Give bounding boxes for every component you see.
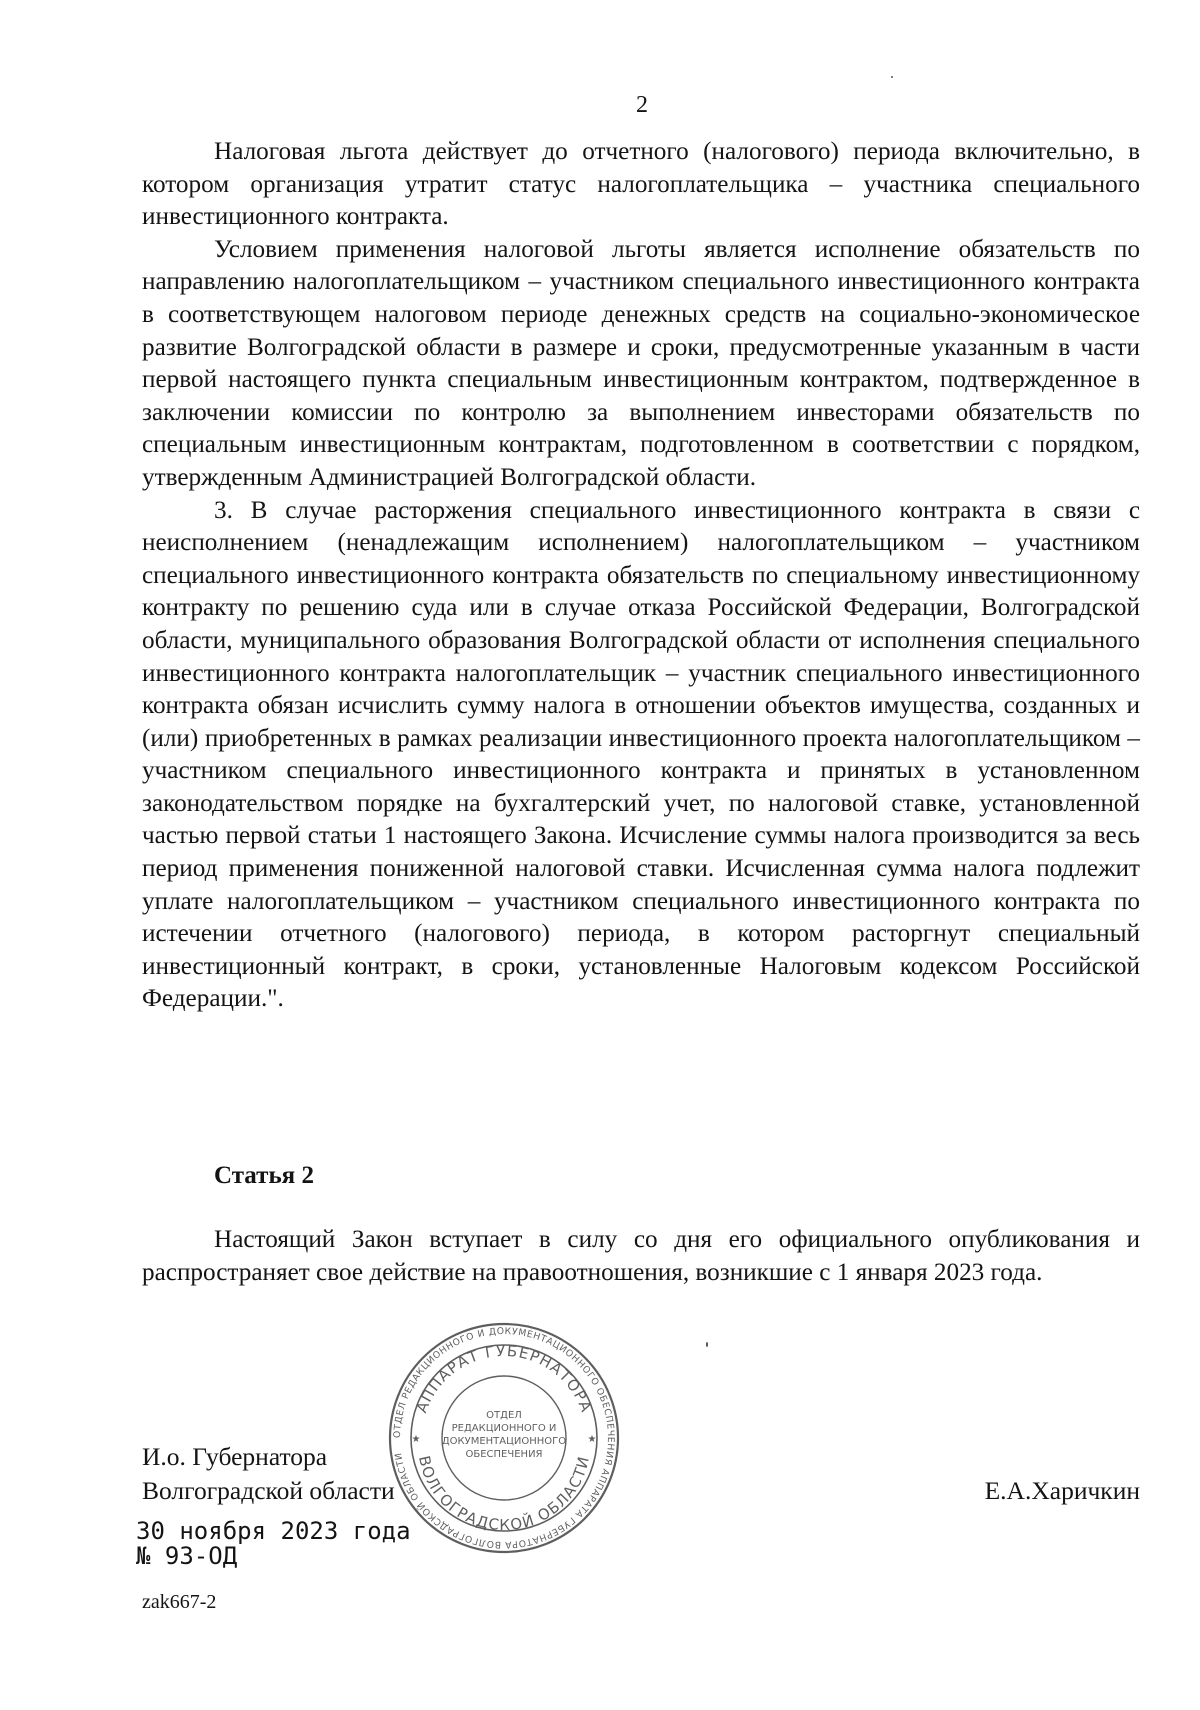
stamp-bottom-text: ВОЛГОГРАДСКОЙ ОБЛАСТИ	[414, 1454, 594, 1535]
article-paragraph: Настоящий Закон вступает в силу со дня его официального опубликования и распространяет свое действие на правоотношения, возникшие с 1 января 2023 года.	[142, 1226, 1140, 1286]
article-heading: Статья 2	[214, 1162, 314, 1189]
main-body-text	[142, 136, 1140, 1016]
document-code: zak667-2	[142, 1591, 217, 1613]
stamp-outer-ring-text: ОТДЕЛ РЕДАКЦИОННОГО И ДОКУМЕНТАЦИОННОГО ОБЕСПЕЧЕНИЯ АППАРАТА ГУБЕРНАТОРА ВОЛГОГРАДСКОЙ ОБЛАСТИ	[391, 1325, 617, 1551]
signer-title-line1: И.о. Губернатора	[142, 1442, 328, 1471]
scan-speck	[706, 1342, 708, 1347]
signer-title-line2: Волгоградской области	[142, 1476, 395, 1505]
stamp-star-right-icon: ★	[587, 1434, 597, 1445]
stamp-center-line1: ОТДЕЛ	[486, 1410, 522, 1421]
stamp-star-left-icon: ★	[411, 1434, 421, 1445]
scan-speck	[891, 76, 893, 78]
signer-title	[142, 1440, 395, 1508]
stamp-center-line2: РЕДАКЦИОННОГО И	[451, 1423, 557, 1434]
law-number: № 93-ОД	[136, 1542, 238, 1570]
page-number: 2	[636, 92, 648, 118]
signer-name: Е.А.Харичкин	[984, 1476, 1140, 1505]
paragraph-contract-termination: 3. В случае расторжения специального инвестиционного контракта в связи с неисполнением (ненадлежащим исполнением) налогоплательщиком – участником специального инвестиционного контракта обязательств по специальному инвестиционному контракту по решению суда или в случае отказа Российской Федерации, Волгоградской области, муниципального образования Волгоградской области от исполнения специального инвестиционного контракта налогоплательщик – участник специального инвестиционного контракта обязан исчислить сумму налога в отношении объектов имущества, созданных и (или) приобретенных в рамках реализации инвестиционного проекта налогоплательщиком – участником специального инвестиционного контракта и принятых в установленном законодательством порядке на бухгалтерский учет, по налоговой ставке, установленной частью первой статьи 1 настоящего Закона. Исчисление суммы налога производится за весь период применения пониженной налоговой ставки. Исчисленная сумма налога подлежит уплате налогоплательщиком – участником специального инвестиционного контракта по истечении отчетного (налогового) периода, в котором расторгнут специальный инвестиционный контракт, в сроки, установленные Налоговым кодексом Российской Федерации.".	[142, 496, 1140, 1013]
paragraph-tax-benefit-period: Налоговая льгота действует до отчетного (налогового) периода включительно, в котором организация утратит статус налогоплательщика – участника специального инвестиционного контракта.	[142, 138, 1140, 231]
article-body	[142, 1224, 1140, 1289]
paragraph-benefit-condition: Условием применения налоговой льготы является исполнение обязательств по направлению налогоплательщиком – участником специального инвестиционного контракта в соответствующем налоговом периоде денежных средств на социально-экономическое развитие Волгоградской области в размере и сроки, предусмотренные указанным в части первой настоящего пункта специальным инвестиционным контрактом, подтвержденное в заключении комиссии по контролю за выполнением инвесторами обязательств по специальным инвестиционным контрактам, подготовленном в соответствии с порядком, утвержденным Администрацией Волгоградской области.	[142, 235, 1140, 491]
stamp-center-line3: ДОКУМЕНТАЦИОННОГО	[441, 1436, 567, 1447]
stamp-center-line4: ОБЕСПЕЧЕНИЯ	[465, 1449, 543, 1460]
law-date: 30 ноября 2023 года	[136, 1517, 411, 1545]
stamp-top-text: АППАРАТ ГУБЕРНАТОРА	[412, 1341, 596, 1416]
official-seal-stamp	[388, 1322, 620, 1554]
